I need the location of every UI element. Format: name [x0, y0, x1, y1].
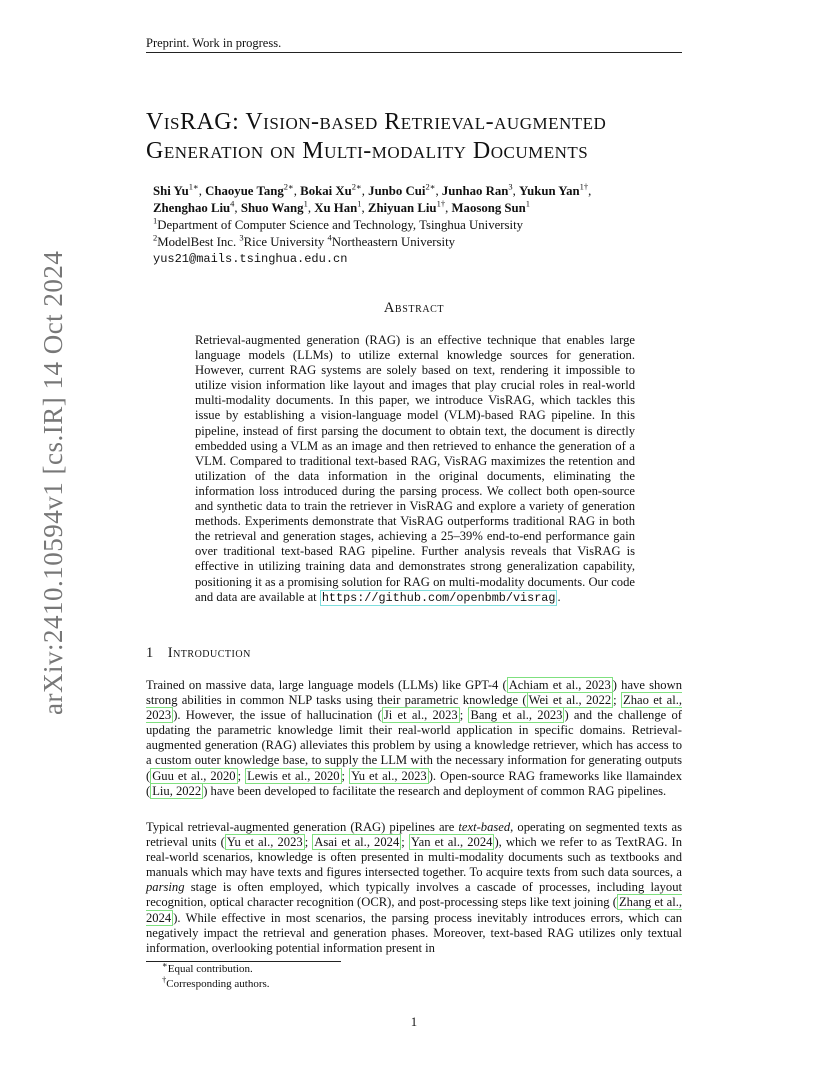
paragraph-text: ) have shown strong abilities in common NLP tasks using their parametric knowledge ( — [146, 678, 682, 708]
header-note: Preprint. Work in progress. — [146, 36, 282, 50]
paragraph-text: ; — [237, 768, 246, 783]
footnote-text: Equal contribution. — [167, 963, 253, 975]
paragraph-text: , operating on segmented texts as retrieval units ( — [146, 820, 682, 850]
citation-link[interactable]: Yan et al., 2024 — [410, 835, 493, 850]
abstract-body — [195, 333, 635, 606]
code-repo-link[interactable]: https://github.com/openbmb/visrag — [321, 590, 556, 605]
affiliation-mark: 3 — [239, 232, 244, 243]
title-line-2: Generation on Multi-modality Documents — [146, 138, 589, 164]
affiliation-mark: 2 — [153, 232, 158, 243]
footnote-rule — [146, 961, 341, 962]
emphasis-text: text-based — [458, 820, 511, 834]
citation-link[interactable]: Lewis et al., 2020 — [247, 768, 340, 783]
footnote-text: Corresponding authors. — [166, 978, 270, 990]
affiliation-text: Department of Computer Science and Technology, Tsinghua University — [157, 218, 524, 232]
affiliation-text: ModelBest Inc. — [157, 235, 240, 249]
footnote-mark: † — [162, 974, 167, 985]
footnote-corresponding-authors — [162, 974, 270, 990]
author-name: Xu Han — [314, 201, 358, 215]
abstract-end: . — [557, 589, 561, 604]
paragraph-text: ; — [613, 693, 621, 708]
citation-link[interactable]: Ji et al., 2023 — [383, 708, 458, 723]
section-heading-introduction — [146, 645, 251, 662]
citation-link[interactable]: Asai et al., 2024 — [314, 835, 400, 850]
footnote-mark: ∗ — [162, 959, 168, 970]
citation-link[interactable]: Wei et al., 2022 — [528, 693, 612, 708]
affiliation-mark: 4 — [327, 232, 332, 243]
author-block — [153, 183, 693, 268]
author-mark: 1 — [303, 198, 308, 209]
author-name: Junhao Ran — [441, 184, 509, 198]
affiliation-text: Rice University — [243, 235, 328, 249]
citation-link[interactable]: Zhao et al., 2023 — [146, 693, 682, 723]
footnote-equal-contribution — [162, 959, 253, 975]
author-name: Chaoyue Tang — [205, 184, 284, 198]
citation-link[interactable]: Liu, 2022 — [152, 783, 202, 798]
arxiv-identifier: arXiv:2410.10594v1 [cs.IR] 14 Oct 2024 — [38, 250, 68, 715]
paragraph-text: ; — [304, 835, 313, 850]
author-mark: 2∗ — [425, 181, 436, 192]
author-name: Zhiyuan Liu — [367, 201, 437, 215]
abstract-text: Retrieval-augmented generation (RAG) is an effective technique that enables large language models (LLMs) to utilize external knowledge sources for generation. However, current RAG systems are solely based on text, rendering it impossible to utilize vision information like layout and images that play crucial roles in real-world multi-modality documents. In this paper, we introduce VisRAG, which tackles this issue by establishing a vision-language model (VLM)-based RAG pipeline. In this pipeline, instead of first parsing the document to obtain text, the document is directly embedded using a VLM as an image and then retrieved to enhance the generation of a VLM. Compared to traditional text-based RAG, VisRAG maximizes the retention and utilization of the data information in the original documents, eliminating the information loss introduced during the parsing process. We collect both open-source and synthetic data to train the retriever in VisRAG and explore a variety of generation methods. Experiments demonstrate that VisRAG outperforms traditional RAG in both the retrieval and generation stages, achieving a 25–39% end-to-end performance gain over traditional text-based RAG pipeline. Further analysis reveals that VisRAG is effective in utilizing training data and demonstrates strong generalization capability, positioning it as a promising solution for RAG on multi-modality documents. Our code and data are available at — [195, 333, 635, 604]
section-number: 1 — [146, 645, 154, 661]
citation-link[interactable]: Achiam et al., 2023 — [508, 678, 611, 692]
author-mark: 1∗ — [188, 181, 199, 192]
author-mark: 3 — [508, 181, 513, 192]
section-title: Introduction — [167, 645, 251, 661]
paragraph-text: Typical retrieval-augmented generation (RAG) pipelines are — [146, 820, 459, 834]
author-name: Shi Yu — [153, 184, 189, 198]
author-name: Yukun Yan — [519, 184, 580, 198]
paragraph-text: ), which we refer to as TextRAG. In real-world scenarios, knowledge is often presented in multi-modality documents such as textbooks and manuals which may have texts and figures intersected together. To acquire texts from such data sources, a — [146, 835, 683, 880]
author-mark: 1 — [357, 198, 362, 209]
title-line-1: VisRAG: Vision-based Retrieval-augmented — [146, 109, 607, 135]
intro-paragraph-2 — [146, 820, 682, 956]
affiliation-text: Northeastern University — [331, 235, 456, 249]
author-mark: 1 — [525, 198, 531, 209]
author-name: Maosong Sun — [451, 201, 526, 215]
citation-link[interactable]: Yu et al., 2023 — [226, 835, 303, 850]
affiliation-mark: 1 — [153, 215, 158, 226]
citation-link[interactable]: Guu et al., 2020 — [152, 768, 236, 783]
paragraph-text: ). However, the issue of hallucination ( — [173, 708, 382, 723]
paragraph-text: ) and the challenge of updating the parametric knowledge limit their real-world application in specific domains. Retrieval-augmented generation (RAG) alleviates this problem by using a knowledge retriever, which has access to a custom outer knowledge base, to supply the LLM with the necessary information for generating outputs ( — [146, 708, 682, 783]
paragraph-text: stage is often employed, which typically involves a cascade of processes, including layout recognition, optical character recognition (OCR), and post-processing steps like text joining ( — [146, 880, 682, 910]
paragraph-text: ). Open-source RAG frameworks like llamaindex ( — [146, 768, 683, 798]
author-mark: 1† — [579, 181, 589, 192]
paragraph-text: ; — [401, 835, 409, 850]
paragraph-text: ; — [341, 768, 350, 783]
paragraph-text: ). While effective in most scenarios, the parsing process inevitably introduces errors, which can negatively impact the retrieval and generation phases. Moreover, text-based RAG utilizes only textual information, overlooking potential information present in — [146, 910, 682, 955]
paragraph-text: ) have been developed to facilitate the research and deployment of common RAG pipelines. — [203, 783, 667, 798]
emphasis-text: parsing — [146, 880, 185, 895]
paragraph-text: Trained on massive data, large language models (LLMs) like GPT-4 ( — [146, 678, 507, 692]
citation-link[interactable]: Bang et al., 2023 — [470, 708, 563, 723]
author-email: yus21@mails.tsinghua.edu.cn — [153, 252, 348, 266]
citation-link[interactable]: Yu et al., 2023 — [351, 768, 427, 783]
author-name: Shuo Wang — [240, 201, 304, 215]
author-name: Junbo Cui — [368, 184, 426, 198]
author-mark: 4 — [230, 198, 235, 209]
author-mark: 2∗ — [283, 181, 294, 192]
author-mark: 1† — [436, 198, 446, 209]
page-number: 1 — [410, 1015, 418, 1029]
author-name: Bokai Xu — [300, 184, 352, 198]
intro-paragraph-1 — [146, 678, 682, 799]
abstract-heading: Abstract — [383, 300, 445, 316]
header-rule — [146, 52, 682, 53]
affiliation-1 — [153, 217, 693, 234]
citation-link[interactable]: Zhang et al., 2024 — [146, 895, 682, 925]
paper-title — [146, 108, 706, 166]
author-mark: 2∗ — [351, 181, 362, 192]
paragraph-text: ; — [459, 708, 469, 723]
author-name: Zhenghao Liu — [153, 201, 231, 215]
affiliation-2 — [153, 234, 693, 251]
author-list: Shi $Yu^{1∗}$, Chaoyue Tang$^{2∗}$, Bokai $Xu^{2∗}$, Junbo Cui$^{2∗}$, Junhao Ran$^3$, Yukun Yan$^{1\dagger}$, Zhenghao Liu$^4$, Shuo Wang$^1$, Xu Han$^1$, Zhiyuan Liu$^{1\dagger}$, Maosong Sun$^1$ — [153, 181, 592, 215]
